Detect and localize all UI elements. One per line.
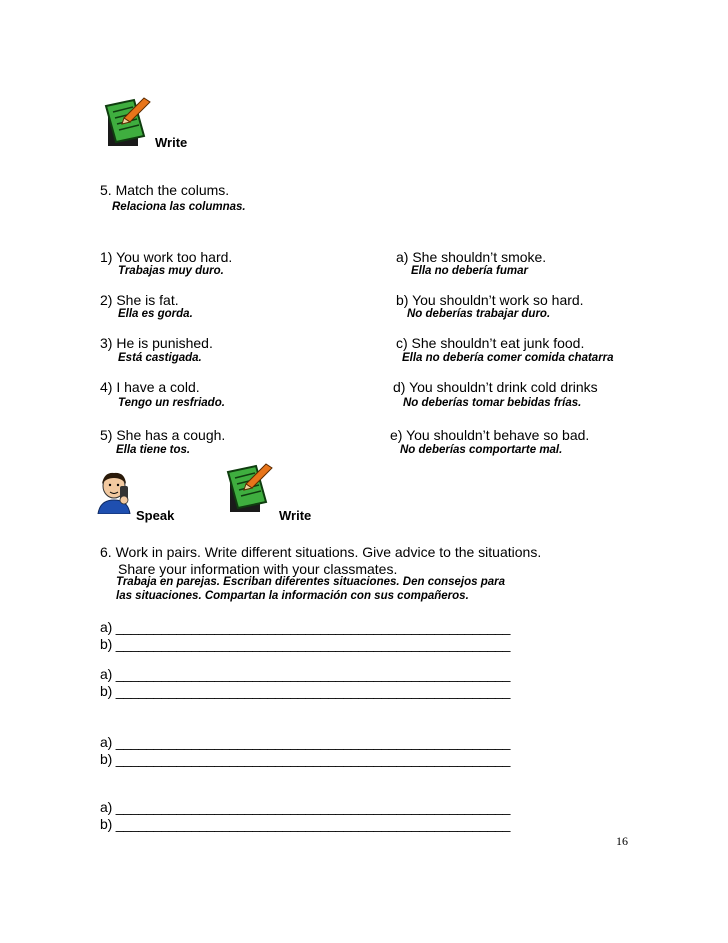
person-speaking-icon <box>92 470 136 514</box>
left-item-1-translation: Trabajas muy duro. <box>118 265 224 277</box>
answer-line-a-1[interactable]: a) ____________________________________________________ <box>100 619 511 635</box>
exercise5-subtitle: Relaciona las columnas. <box>112 201 246 213</box>
left-item-2-translation: Ella es gorda. <box>118 308 193 320</box>
right-item-c: c) She shouldn’t eat junk food. <box>396 335 585 351</box>
left-item-2: 2) She is fat. <box>100 292 179 308</box>
answer-line-a-2[interactable]: a) ____________________________________________________ <box>100 666 511 682</box>
left-item-3: 3) He is punished. <box>100 335 213 351</box>
right-item-a: a) She shouldn’t smoke. <box>396 249 547 265</box>
page-number: 16 <box>616 834 628 848</box>
exercise6-subtitle-line2: las situaciones. Compartan la información con sus compañeros. <box>116 590 469 602</box>
notepad-pencil-icon <box>100 96 152 148</box>
left-item-5-translation: Ella tiene tos. <box>116 444 191 456</box>
notepad-pencil-icon <box>222 462 274 514</box>
exercise6-subtitle-line1: Trabaja en parejas. Escriban diferentes situaciones. Den consejos para <box>116 576 506 588</box>
left-item-1: 1) You work too hard. <box>100 249 233 265</box>
right-item-e-translation: No deberías comportarte mal. <box>400 444 563 456</box>
answer-line-a-3[interactable]: a) ____________________________________________________ <box>100 734 511 750</box>
answer-line-b-3[interactable]: b) ____________________________________________________ <box>100 751 511 767</box>
right-item-e: e) You shouldn’t behave so bad. <box>390 427 590 443</box>
left-item-3-translation: Está castigada. <box>118 352 202 364</box>
right-item-a-translation: Ella no debería fumar <box>411 265 528 277</box>
answer-line-b-4[interactable]: b) ____________________________________________________ <box>100 816 511 832</box>
exercise6-title-line1: 6. Work in pairs. Write different situations. Give advice to the situations. <box>100 544 542 560</box>
exercise5-title: 5. Match the colums. <box>100 182 230 198</box>
right-item-c-translation: Ella no debería comer comida chatarra <box>402 352 614 364</box>
speak-label: Speak <box>136 508 175 523</box>
write-label-top: Write <box>155 135 188 150</box>
exercise6-title-line2: Share your information with your classmates. <box>118 561 398 577</box>
answer-line-a-4[interactable]: a) ____________________________________________________ <box>100 799 511 815</box>
right-item-b: b) You shouldn’t work so hard. <box>396 292 584 308</box>
right-item-b-translation: No deberías trabajar duro. <box>407 308 551 320</box>
right-item-d: d) You shouldn’t drink cold drinks <box>393 379 598 395</box>
right-item-d-translation: No deberías tomar bebidas frías. <box>403 397 582 409</box>
answer-line-b-2[interactable]: b) ____________________________________________________ <box>100 683 511 699</box>
answer-line-b-1[interactable]: b) ____________________________________________________ <box>100 636 511 652</box>
write-label-row: Write <box>279 508 312 523</box>
left-item-5: 5) She has a cough. <box>100 427 226 443</box>
left-item-4-translation: Tengo un resfriado. <box>118 397 225 409</box>
left-item-4: 4) I have a cold. <box>100 379 200 395</box>
